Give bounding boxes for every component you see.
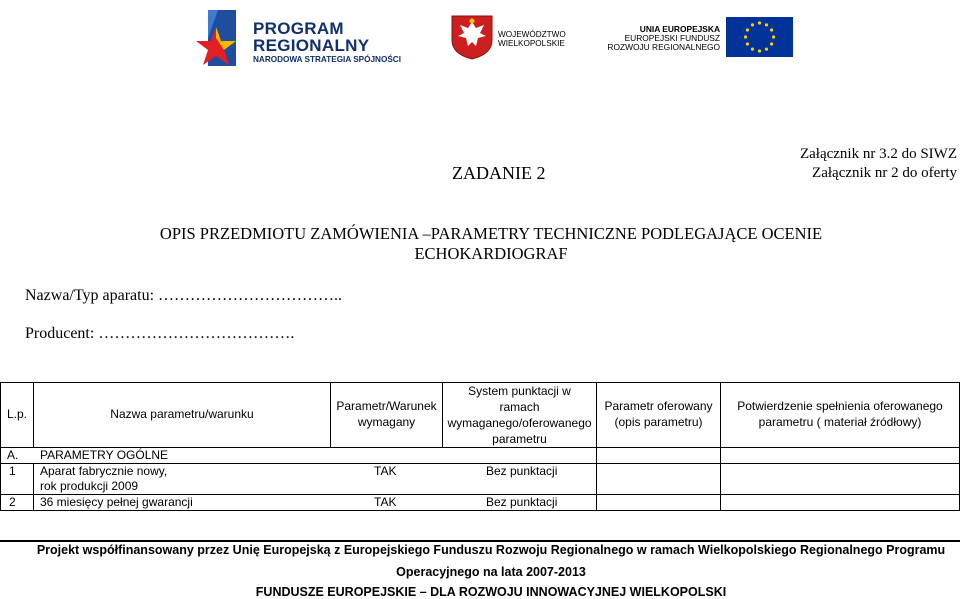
row2-scoring: Bez punktacji xyxy=(486,495,558,509)
header-offered-line1: Parametr oferowany xyxy=(604,399,713,413)
header-offered-line2: (opis parametru) xyxy=(614,415,703,429)
footer-rule xyxy=(0,540,960,542)
header-scoring-line1: System punktacji w xyxy=(468,384,571,398)
row2-name: 36 miesięcy pełnej gwarancji xyxy=(40,495,193,509)
eu-fund-logo xyxy=(603,14,793,60)
row1-lp: 1 xyxy=(9,464,16,478)
eu-flag-icon xyxy=(726,17,793,57)
row1-required: TAK xyxy=(374,464,397,478)
header-required-line2: wymagany xyxy=(357,415,416,429)
col-border-left xyxy=(0,382,1,511)
eu-line3: ROZWOJU REGIONALNEGO xyxy=(607,42,720,52)
header-confirmation-line1: Potwierdzenie spełnienia oferowanego xyxy=(737,399,943,413)
device-name-field: Nazwa/Typ aparatu: …………………………….. xyxy=(25,287,343,304)
producer-field: Producent: ………………………………. xyxy=(25,325,295,342)
region-line1: WOJEWÓDZTWO xyxy=(498,30,566,39)
program-regionalny-logo xyxy=(196,8,416,70)
header-scoring xyxy=(443,383,596,447)
section-title: PARAMETRY OGÓLNE xyxy=(40,448,169,462)
eagle-shield-icon xyxy=(450,14,494,60)
attachment-offer: Załącznik nr 2 do oferty xyxy=(812,165,957,181)
row1-name-line2: rok produkcji 2009 xyxy=(40,479,139,493)
row2-lp: 2 xyxy=(9,495,16,509)
header-lp: L.p. xyxy=(6,407,27,421)
header-scoring-line4: parametru xyxy=(492,432,547,446)
table-border-bottom xyxy=(0,510,960,511)
document-title-line1: OPIS PRZEDMIOTU ZAMÓWIENIA –PARAMETRY TECHNICZNE PODLEGAJĄCE OCENIE xyxy=(159,224,823,243)
row1-scoring: Bez punktacji xyxy=(486,464,558,478)
header-confirmation xyxy=(721,398,959,430)
program-line2: REGIONALNY xyxy=(253,36,370,55)
row1-name-line1: Aparat fabrycznie nowy, xyxy=(40,464,168,478)
program-star-emblem-icon xyxy=(196,8,242,66)
footer-line3: FUNDUSZE EUROPEJSKIE – DLA ROZWOJU INNOWACYJNEJ WIELKOPOLSKI xyxy=(255,585,727,599)
section-letter: A. xyxy=(7,448,19,462)
eu-line1: UNIA EUROPEJSKA xyxy=(639,24,720,34)
wielkopolska-region-logo xyxy=(450,14,580,60)
attachment-siwz: Załącznik nr 3.2 do SIWZ xyxy=(799,146,957,162)
region-line2: WIELKOPOLSKIE xyxy=(498,39,565,48)
header-scoring-line2: ramach xyxy=(499,400,540,414)
row2-required: TAK xyxy=(374,495,397,509)
header-scoring-line3: wymaganego/oferowanego xyxy=(447,416,592,430)
footer-line1: Projekt współfinansowany przez Unię Europejską z Europejskiego Funduszu Rozwoju Regionalnego w ramach Wielkopolskiego Regionalnego Programu xyxy=(36,543,946,557)
header-offered xyxy=(597,398,720,430)
header-required xyxy=(331,398,442,430)
program-line1: PROGRAM xyxy=(253,19,344,38)
header-name: Nazwa parametru/warunku xyxy=(110,407,254,421)
eu-line2: EUROPEJSKI FUNDUSZ xyxy=(624,33,720,43)
col-divider-lp xyxy=(33,463,34,511)
header-confirmation-line2: parametru ( materiał źródłowy) xyxy=(758,415,922,429)
header-required-line1: Parametr/Warunek xyxy=(336,399,437,413)
footer-line2: Operacyjnego na lata 2007-2013 xyxy=(396,565,586,579)
program-line3: NARODOWA STRATEGIA SPÓJNOŚCI xyxy=(253,55,401,64)
task-title: ZADANIE 2 xyxy=(452,163,546,183)
document-title-line2: ECHOKARDIOGRAF xyxy=(414,244,568,263)
